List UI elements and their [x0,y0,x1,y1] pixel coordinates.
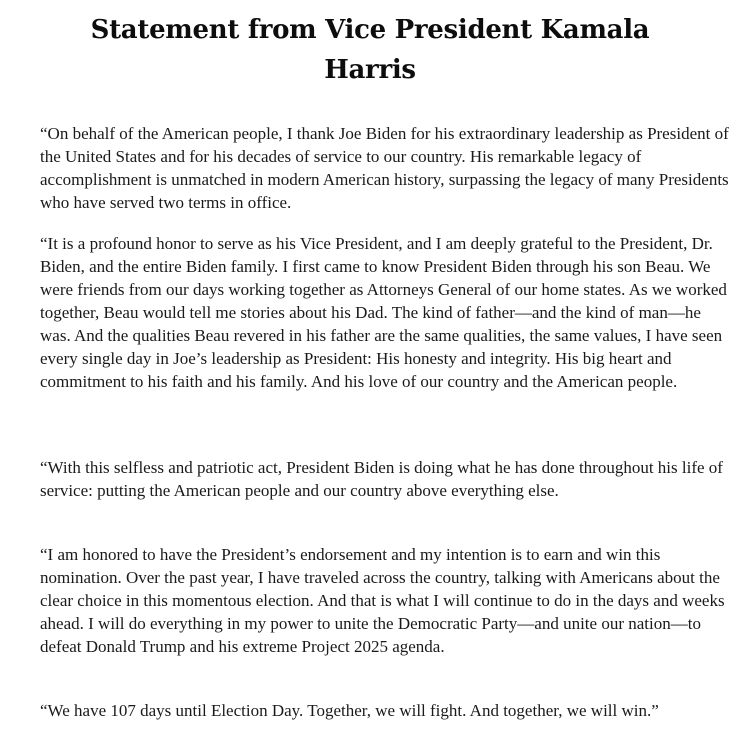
statement-paragraph-3: “With this selfless and patriotic act, President Biden is doing what he has done throughout his life of service: putting the American people and our country above everything else. [40,458,723,500]
statement-paragraph-4: “I am honored to have the President’s endorsement and my intention is to earn and win this nomination. Over the past year, I have traveled across the country, talking with Americans about the clear choice in this momentous election. And that is what I will continue to do in the days and weeks ahead. I will do everything in my power to unite the Democratic Party—and unite our nation—to defeat Donald Trump and his extreme Project 2025 agenda. [40,545,725,656]
statement-paragraph-5: “We have 107 days until Election Day. Together, we will fight. And together, we will win.” [40,701,659,720]
statement-paragraph-1: “On behalf of the American people, I thank Joe Biden for his extraordinary leadership as President of the United States and for his decades of service to our country. His remarkable legacy of accomplishment is unmatched in modern American history, surpassing the legacy of many Presidents who have served two terms in office. [40,124,729,212]
statement-paragraph-2: “It is a profound honor to serve as his Vice President, and I am deeply grateful to the President, Dr. Biden, and the entire Biden family. I first came to know President Biden through his son Beau. We were friends from our days working together as Attorneys General of our home states. As we worked together, Beau would tell me stories about his Dad. The kind of father—and the kind of man—he was. And the qualities Beau revered in his father are the same qualities, the same values, I have seen every single day in Joe’s leadership as President: His honesty and integrity. His big heart and commitment to his faith and his family. And his love of our country and the American people. [40,234,727,391]
statement-title: Statement from Vice President Kamala Harris [90,15,650,85]
